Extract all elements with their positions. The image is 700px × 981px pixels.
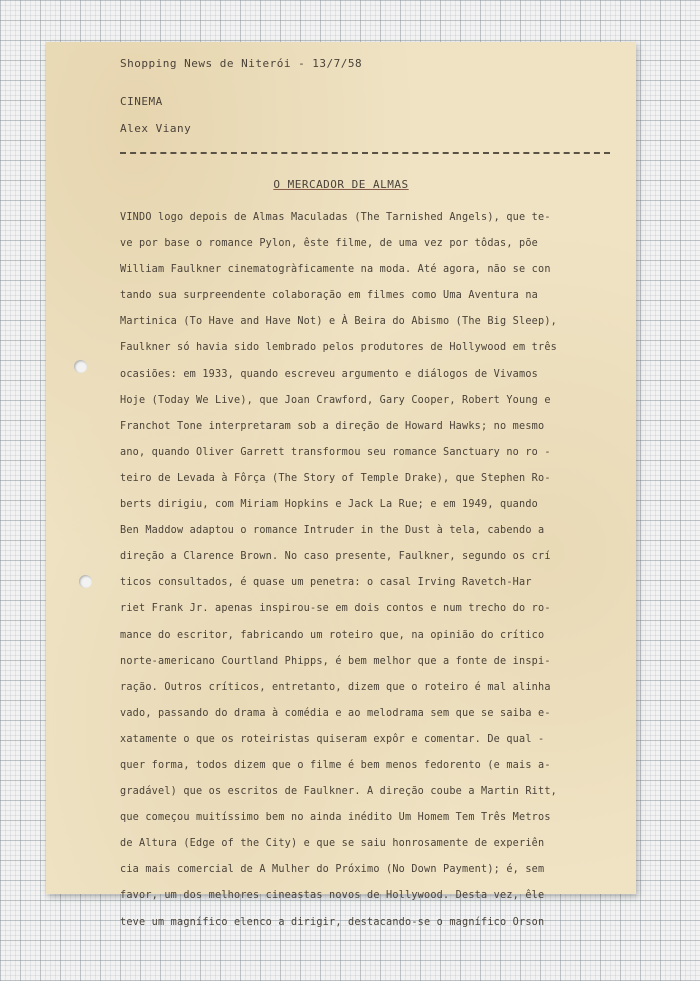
body-line: quer forma, todos dizem que o filme é bem menos fedorento (e mais a- [120,759,551,771]
body-line: vado, passando do drama à comédia e ao melodrama sem que se saiba e- [120,707,551,719]
body-line: mance do escritor, fabricando um roteiro que, na opinião do crítico [120,629,545,641]
body-line: ração. Outros críticos, entretanto, dizem que o roteiro é mal alinha [120,681,551,693]
body-line: William Faulkner cinematogràficamente na moda. Até agora, não se con [120,264,551,276]
author-name: Alex Viany [120,122,192,135]
body-line: Faulkner só havia sido lembrado pelos produtores de Hollywood em três [120,342,558,354]
body-line: riet Frank Jr. apenas inspirou-se em dois contos e num trecho do ro- [120,603,551,615]
body-line: ve por base o romance Pylon, êste filme, de uma vez por tôdas, põe [120,238,539,250]
body-line: teiro de Levada à Fôrça (The Story of Temple Drake), que Stephen Ro- [120,472,551,484]
body-line: Martinica (To Have and Have Not) e À Beira do Abismo (The Big Sleep), [120,316,558,328]
source-line: Shopping News de Niterói - 13/7/58 [120,57,363,70]
body-line: de Altura (Edge of the City) e que se saiu honrosamente de experiên [120,838,545,850]
body-line: tando sua surpreendente colaboração em filmes como Uma Aventura na [120,290,539,302]
dashed-divider [120,152,610,154]
body-line: direção a Clarence Brown. No caso presente, Faulkner, segundo os crí [120,551,551,563]
body-line: VINDO logo depois de Almas Maculadas (The Tarnished Angels), que te- [120,212,551,223]
punch-hole [79,575,92,588]
body-line: Hoje (Today We Live), que Joan Crawford, Gary Cooper, Robert Young e [120,394,551,406]
body-line: favor, um dos melhores cineastas novos de Hollywood. Desta vez, êle [120,890,545,902]
typewritten-page [46,42,636,928]
body-line: ticos consultados, é quase um penetra: o casal Irving Ravetch-Har [120,577,532,589]
body-line: Franchot Tone interpretaram sob a direção de Howard Hawks; no mesmo [120,420,545,432]
section-label: CINEMA [120,95,163,108]
body-line: gradável) que os escritos de Faulkner. A direção coube a Martin Ritt, [120,786,558,798]
article-title: O MERCADOR DE ALMAS [273,178,409,191]
body-line: cia mais comercial de A Mulher do Próximo (No Down Payment); é, sem [120,864,545,876]
body-line: berts dirigiu, com Miriam Hopkins e Jack La Rue; e em 1949, quando [120,499,539,511]
body-line: ano, quando Oliver Garrett transformou seu romance Sanctuary no ro - [120,446,551,458]
body-line: ocasiões: em 1933, quando escreveu argumento e diálogos de Vivamos [120,368,539,380]
body-line: teve um magnífico elenco a dirigir, destacando-se o magnífico Orson [120,916,545,928]
punch-hole [74,360,87,373]
body-line: Ben Maddow adaptou o romance Intruder in the Dust à tela, cabendo a [120,525,545,537]
body-line: norte-americano Courtland Phipps, é bem melhor que a fonte de inspi- [120,655,551,667]
body-line: que começou muitíssimo bem no ainda inédito Um Homem Tem Três Metros [120,812,551,824]
article-body [120,205,610,936]
body-line: xatamente o que os roteiristas quiseram expôr e comentar. De qual - [120,733,545,745]
